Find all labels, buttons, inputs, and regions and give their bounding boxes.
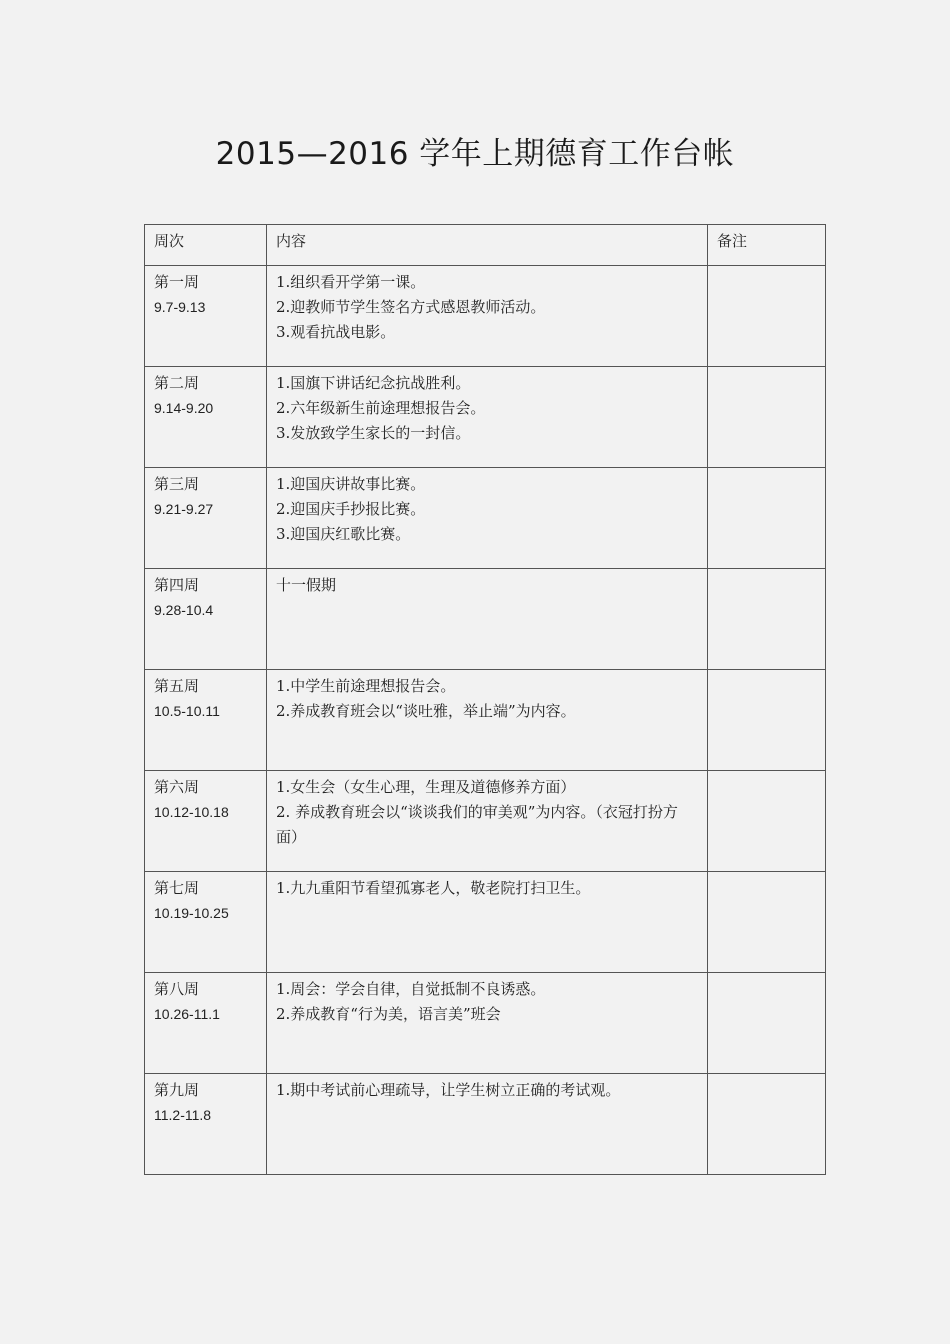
notes-cell xyxy=(708,266,826,367)
content-cell xyxy=(267,973,708,1074)
header-week: 周次 xyxy=(145,225,267,266)
week-label: 第四周 xyxy=(154,576,200,594)
week-cell xyxy=(145,569,267,670)
content-item: 1.女生会（女生心理，生理及道德修养方面） xyxy=(276,778,576,796)
content-item: 2.迎教师节学生签名方式感恩教师活动。 xyxy=(276,298,546,316)
week-dates: 10.26-11.1 xyxy=(154,1006,220,1022)
week-dates: 10.5-10.11 xyxy=(154,703,220,719)
week-cell xyxy=(145,468,267,569)
content-item: 1.周会：学会自律，自觉抵制不良诱惑。 xyxy=(276,980,546,998)
content-item: 1.中学生前途理想报告会。 xyxy=(276,677,456,695)
notes-cell xyxy=(708,1074,826,1175)
table-row xyxy=(145,771,826,872)
content-item: 1.组织看开学第一课。 xyxy=(276,273,426,291)
content-item: 2. 养成教育班会以“谈谈我们的审美观”为内容。（衣冠打扮方面） xyxy=(276,803,678,846)
content-item: 十一假期 xyxy=(276,576,337,594)
notes-cell xyxy=(708,771,826,872)
week-cell xyxy=(145,771,267,872)
week-cell xyxy=(145,1074,267,1175)
content-cell xyxy=(267,872,708,973)
table-row xyxy=(145,367,826,468)
content-cell xyxy=(267,468,708,569)
table-row xyxy=(145,468,826,569)
week-dates: 10.19-10.25 xyxy=(154,905,229,921)
week-label: 第二周 xyxy=(154,374,200,392)
content-cell xyxy=(267,670,708,771)
content-item: 2.养成教育“行为美，语言美”班会 xyxy=(276,1005,501,1023)
table-row xyxy=(145,569,826,670)
content-cell xyxy=(267,266,708,367)
week-label: 第九周 xyxy=(154,1081,200,1099)
content-item: 2.迎国庆手抄报比赛。 xyxy=(276,500,426,518)
content-cell xyxy=(267,771,708,872)
week-dates: 11.2-11.8 xyxy=(154,1107,212,1123)
content-item: 3.观看抗战电影。 xyxy=(276,323,396,341)
week-cell xyxy=(145,266,267,367)
table-row xyxy=(145,973,826,1074)
page-title: 2015—2016 学年上期德育工作台帐 xyxy=(215,136,735,172)
week-label: 第三周 xyxy=(154,475,200,493)
week-label: 第七周 xyxy=(154,879,200,897)
notes-cell xyxy=(708,569,826,670)
week-label: 第八周 xyxy=(154,980,200,998)
notes-cell xyxy=(708,367,826,468)
content-item: 2.六年级新生前途理想报告会。 xyxy=(276,399,486,417)
content-cell xyxy=(267,1074,708,1175)
header-content: 内容 xyxy=(267,225,708,266)
content-item: 2.养成教育班会以“谈吐雅，举止端”为内容。 xyxy=(276,702,576,720)
week-label: 第一周 xyxy=(154,273,200,291)
content-item: 3.发放致学生家长的一封信。 xyxy=(276,424,471,442)
content-item: 1.九九重阳节看望孤寡老人，敬老院打扫卫生。 xyxy=(276,879,591,897)
week-cell xyxy=(145,973,267,1074)
week-cell xyxy=(145,872,267,973)
content-item: 1.国旗下讲话纪念抗战胜利。 xyxy=(276,374,471,392)
week-cell xyxy=(145,367,267,468)
content-item: 3.迎国庆红歌比赛。 xyxy=(276,525,411,543)
content-cell xyxy=(267,569,708,670)
week-dates: 9.14-9.20 xyxy=(154,400,214,416)
week-dates: 10.12-10.18 xyxy=(154,804,229,820)
week-cell xyxy=(145,670,267,771)
content-cell xyxy=(267,367,708,468)
notes-cell xyxy=(708,670,826,771)
table-header-row xyxy=(145,225,826,266)
table-row xyxy=(145,872,826,973)
week-dates: 9.28-10.4 xyxy=(154,602,214,618)
notes-cell xyxy=(708,468,826,569)
week-dates: 9.7-9.13 xyxy=(154,299,206,315)
moral-education-ledger-table xyxy=(144,224,826,1175)
week-dates: 9.21-9.27 xyxy=(154,501,214,517)
week-label: 第五周 xyxy=(154,677,200,695)
header-notes: 备注 xyxy=(708,225,826,266)
table-row xyxy=(145,266,826,367)
notes-cell xyxy=(708,973,826,1074)
notes-cell xyxy=(708,872,826,973)
week-label: 第六周 xyxy=(154,778,200,796)
table-row xyxy=(145,1074,826,1175)
content-item: 1.迎国庆讲故事比赛。 xyxy=(276,475,426,493)
table-row xyxy=(145,670,826,771)
content-item: 1.期中考试前心理疏导，让学生树立正确的考试观。 xyxy=(276,1081,621,1099)
